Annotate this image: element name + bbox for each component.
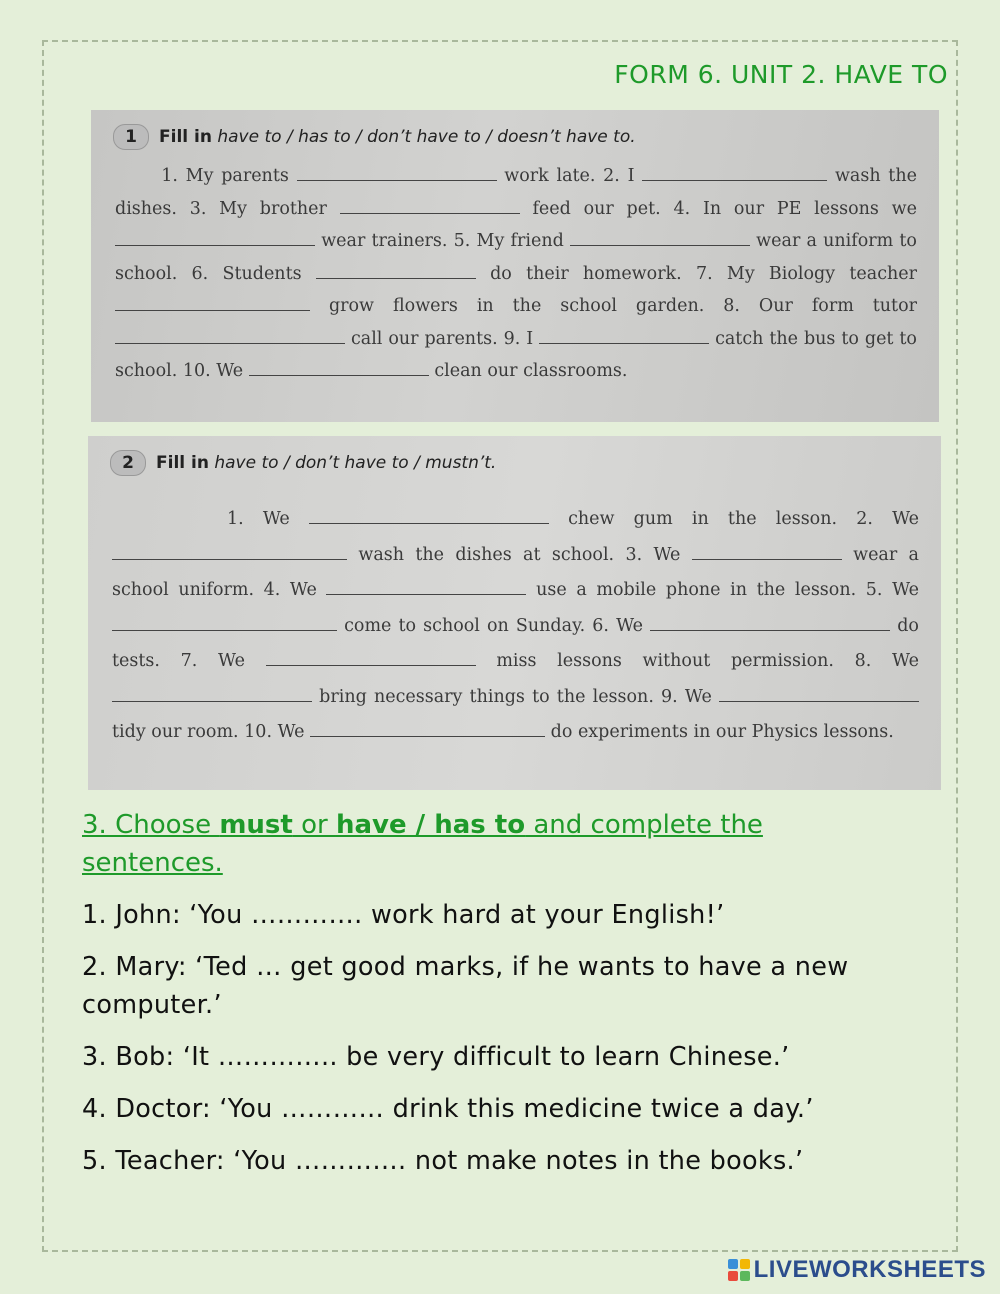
exercise-1-image [91,110,939,422]
answer-blank[interactable] [326,577,526,596]
text-segment: do experiments in our Physics lessons. [550,722,894,742]
text-segment: come to school on Sunday. 6. We [344,615,644,636]
exercise-number-badge: 1 [113,124,149,150]
answer-blank[interactable] [310,719,545,738]
answer-blank[interactable] [340,195,520,214]
exercise-text [115,160,917,388]
answer-blank[interactable] [316,260,476,279]
instruction-verb: Fill in [159,127,212,147]
answer-blank[interactable] [539,325,709,344]
exercise-1-heading [113,124,636,150]
instruction-options: have to / don’t have to / mustn’t. [214,453,497,473]
exercise-number-badge: 2 [110,450,146,476]
keyword-must: must [219,810,293,840]
logo-text: LIVEWORKSHEETS [753,1256,986,1283]
answer-blank[interactable] [249,358,429,377]
instruction-or: or [292,810,336,840]
answer-blank[interactable] [297,163,497,182]
text-segment: wear trainers. 5. My friend [321,231,564,251]
exercise-instruction [159,127,636,147]
answer-blank[interactable] [115,325,345,344]
instruction-suffix: and complete the sentences. [82,810,763,878]
answer-blank[interactable] [266,648,476,667]
logo-icon [728,1259,750,1281]
answer-blank[interactable] [115,293,310,312]
answer-blank[interactable] [692,541,842,560]
text-segment: use a mobile phone in the lesson. 5. We [536,580,919,600]
text-segment: work late. 2. I [504,166,635,186]
sentence-item: 1. John: ‘You …………. work hard at your English!’ [82,900,725,930]
text-segment: do their homework. 7. My Biology teacher [490,263,917,284]
answer-blank[interactable] [719,683,919,702]
text-segment: bring necessary things to the lesson. 9. We [319,686,712,707]
text-segment: wear a uniform to school. 6. Students [115,231,917,284]
instruction-verb: Fill in [156,453,209,473]
text-segment: chew gum in the lesson. 2. We [568,509,919,529]
answer-blank[interactable] [642,163,827,182]
text-segment: call our parents. 9. I [350,328,534,349]
text-segment: do tests. 7. We [112,615,919,671]
answer-blank[interactable] [112,541,347,560]
answer-blank[interactable] [570,228,750,247]
answer-blank[interactable] [115,228,315,247]
sentence-item: 3. Bob: ‘It ………….. be very difficult to learn Chinese.’ [82,1042,790,1072]
text-segment: tidy our room. 10. We [112,722,305,742]
text-segment: feed our pet. 4. In our PE lessons we [532,198,917,219]
sentence-item: 2. Mary: ‘Ted … get good marks, if he wants to have a new computer.’ [82,952,849,1020]
liveworksheets-logo[interactable] [728,1256,986,1284]
sentence-item: 4. Doctor: ‘You ………… drink this medicine twice a day.’ [82,1094,814,1124]
exercise-2-image [88,436,941,790]
text-segment: grow flowers in the school garden. 8. Our form tutor [328,296,917,316]
text-segment: 1. We [226,509,290,529]
text-segment: 1. My parents [161,166,289,186]
text-segment: wash the dishes. 3. My brother [115,166,917,219]
section-3-list [82,896,922,1194]
answer-blank[interactable] [309,506,549,525]
text-segment: wear a school uniform. 4. We [112,544,919,600]
exercise-instruction [156,453,496,473]
exercise-text [112,502,919,751]
exercise-2-heading [110,450,496,476]
text-segment: wash the dishes at school. 3. We [358,544,681,565]
instruction-options: have to / has to / don’t have to / doesn’t have to. [217,127,636,147]
answer-blank[interactable] [112,612,337,631]
text-segment: clean our classrooms. [434,361,628,381]
answer-blank[interactable] [650,612,890,631]
sentence-item: 5. Teacher: ‘You …………. not make notes in the books.’ [82,1146,804,1176]
answer-blank[interactable] [112,683,312,702]
text-segment: catch the bus to get to school. 10. We [115,328,917,381]
section-3-instruction [82,806,902,882]
instruction-prefix: 3. Choose [82,810,220,840]
page-title: FORM 6. UNIT 2. HAVE TO [614,60,948,89]
keyword-have-has-to: have / has to [335,810,526,840]
text-segment: miss lessons without permission. 8. We [496,651,919,671]
